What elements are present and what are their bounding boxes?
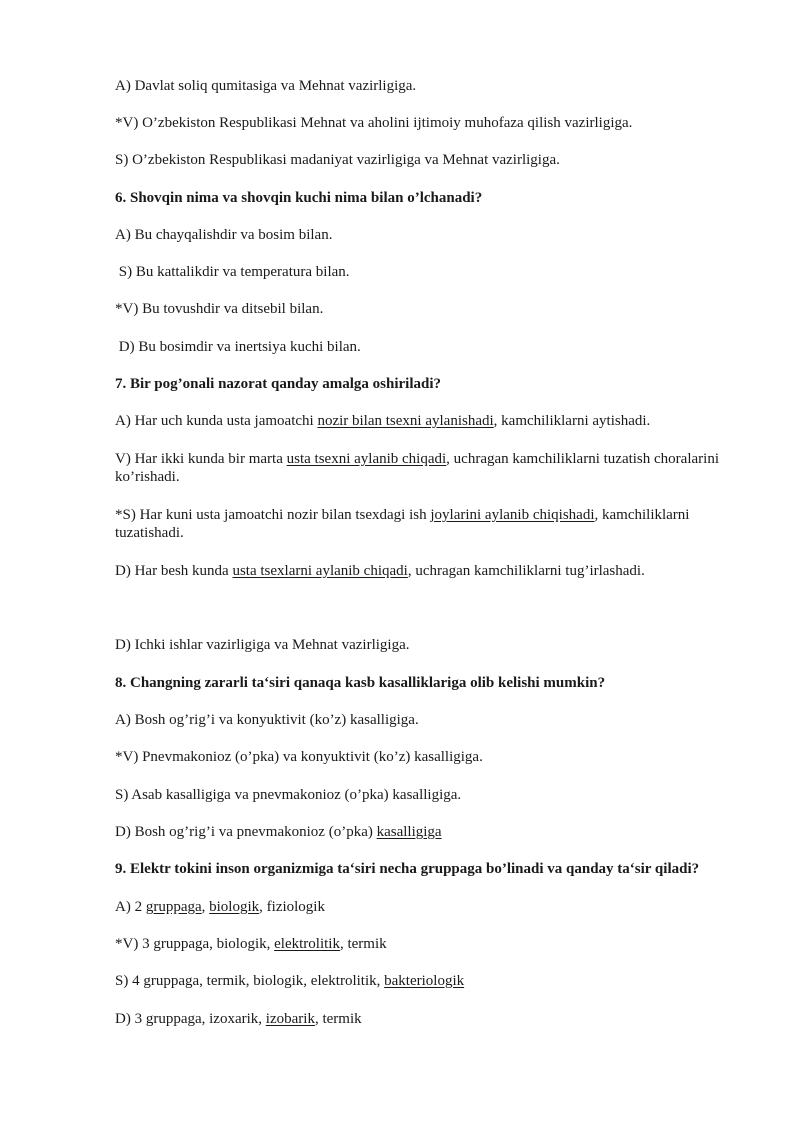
question-heading: 6. Shovqin nima va shovqin kuchi nima bilan o’lchanadi?	[115, 190, 483, 206]
answer-option: S) O’zbekiston Respublikasi madaniyat vazirligiga va Mehnat vazirligiga.	[115, 152, 560, 168]
underlined-text: usta tsexni aylanib chiqadi	[286, 451, 447, 467]
underlined-text: nozir bilan tsexni aylanishadi	[317, 413, 494, 429]
underlined-text: kasalligiga	[376, 824, 442, 840]
answer-option: D) Bosh og’rig’i va pnevmakonioz (o’pka) kasalligiga	[115, 824, 442, 840]
underlined-text: bakteriologik	[384, 973, 465, 989]
answer-option-correct: *V) Pnevmakonioz (o’pka) va konyuktivit (ko’z) kasalligiga.	[115, 749, 483, 765]
answer-option: D) Bu bosimdir va inertsiya kuchi bilan.	[115, 339, 361, 355]
question-heading: 7. Bir pog’onali nazorat qanday amalga oshiriladi?	[115, 376, 442, 392]
answer-option: A) 2 gruppaga, biologik, fiziologik	[115, 899, 325, 915]
answer-option: S) Asab kasalligiga va pnevmakonioz (o’pka) kasalligiga.	[115, 787, 462, 803]
answer-option: S) Bu kattalikdir va temperatura bilan.	[115, 264, 350, 280]
answer-option: A) Har uch kunda usta jamoatchi nozir bilan tsexni aylanishadi, kamchiliklarni aytishadi.	[115, 413, 651, 429]
answer-option-correct: *V) 3 gruppaga, biologik, elektrolitik, termik	[115, 936, 387, 952]
question-heading: 8. Changning zararli ta‘siri qanaqa kasb kasalliklariga olib kelishi mumkin?	[115, 675, 606, 691]
answer-option-correct: *V) O’zbekiston Respublikasi Mehnat va aholini ijtimoiy muhofaza qilish vazirligiga.	[115, 115, 633, 131]
question-heading: 9. Elektr tokini inson organizmiga ta‘siri necha gruppaga bo’linadi va qanday ta‘sir qiladi?	[115, 861, 700, 877]
underlined-text: izobarik	[265, 1011, 315, 1027]
answer-option: A) Bosh og’rig’i va konyuktivit (ko’z) kasalligiga.	[115, 712, 419, 728]
underlined-text: joylarini aylanib chiqishadi	[430, 507, 595, 523]
answer-option: D) Har besh kunda usta tsexlarni aylanib chiqadi, uchragan kamchiliklarni tug’irlashadi.	[115, 563, 645, 579]
underlined-text: biologik	[209, 899, 260, 915]
underlined-text: usta tsexlarni aylanib chiqadi	[232, 563, 408, 579]
answer-option-correct: *S) Har kuni usta jamoatchi nozir bilan tsexdagi ish joylarini aylanib chiqishadi, kamchiliklarni tuzatishadi.	[115, 507, 690, 541]
answer-option: V) Har ikki kunda bir marta usta tsexni aylanib chiqadi, uchragan kamchiliklarni tuzatish choralarini ko’rishadi.	[115, 451, 719, 485]
answer-option: D) 3 gruppaga, izoxarik, izobarik, termik	[115, 1011, 362, 1027]
answer-option: D) Ichki ishlar vazirligiga va Mehnat vazirligiga.	[115, 637, 410, 653]
answer-option-correct: *V) Bu tovushdir va ditsebil bilan.	[115, 301, 324, 317]
underlined-text: gruppaga	[145, 899, 202, 915]
answer-option: S) 4 gruppaga, termik, biologik, elektrolitik, bakteriologik	[115, 973, 465, 989]
underlined-text: elektrolitik	[274, 936, 340, 952]
answer-option: A) Bu chayqalishdir va bosim bilan.	[115, 227, 333, 243]
answer-option: A) Davlat soliq qumitasiga va Mehnat vazirligiga.	[115, 78, 417, 94]
